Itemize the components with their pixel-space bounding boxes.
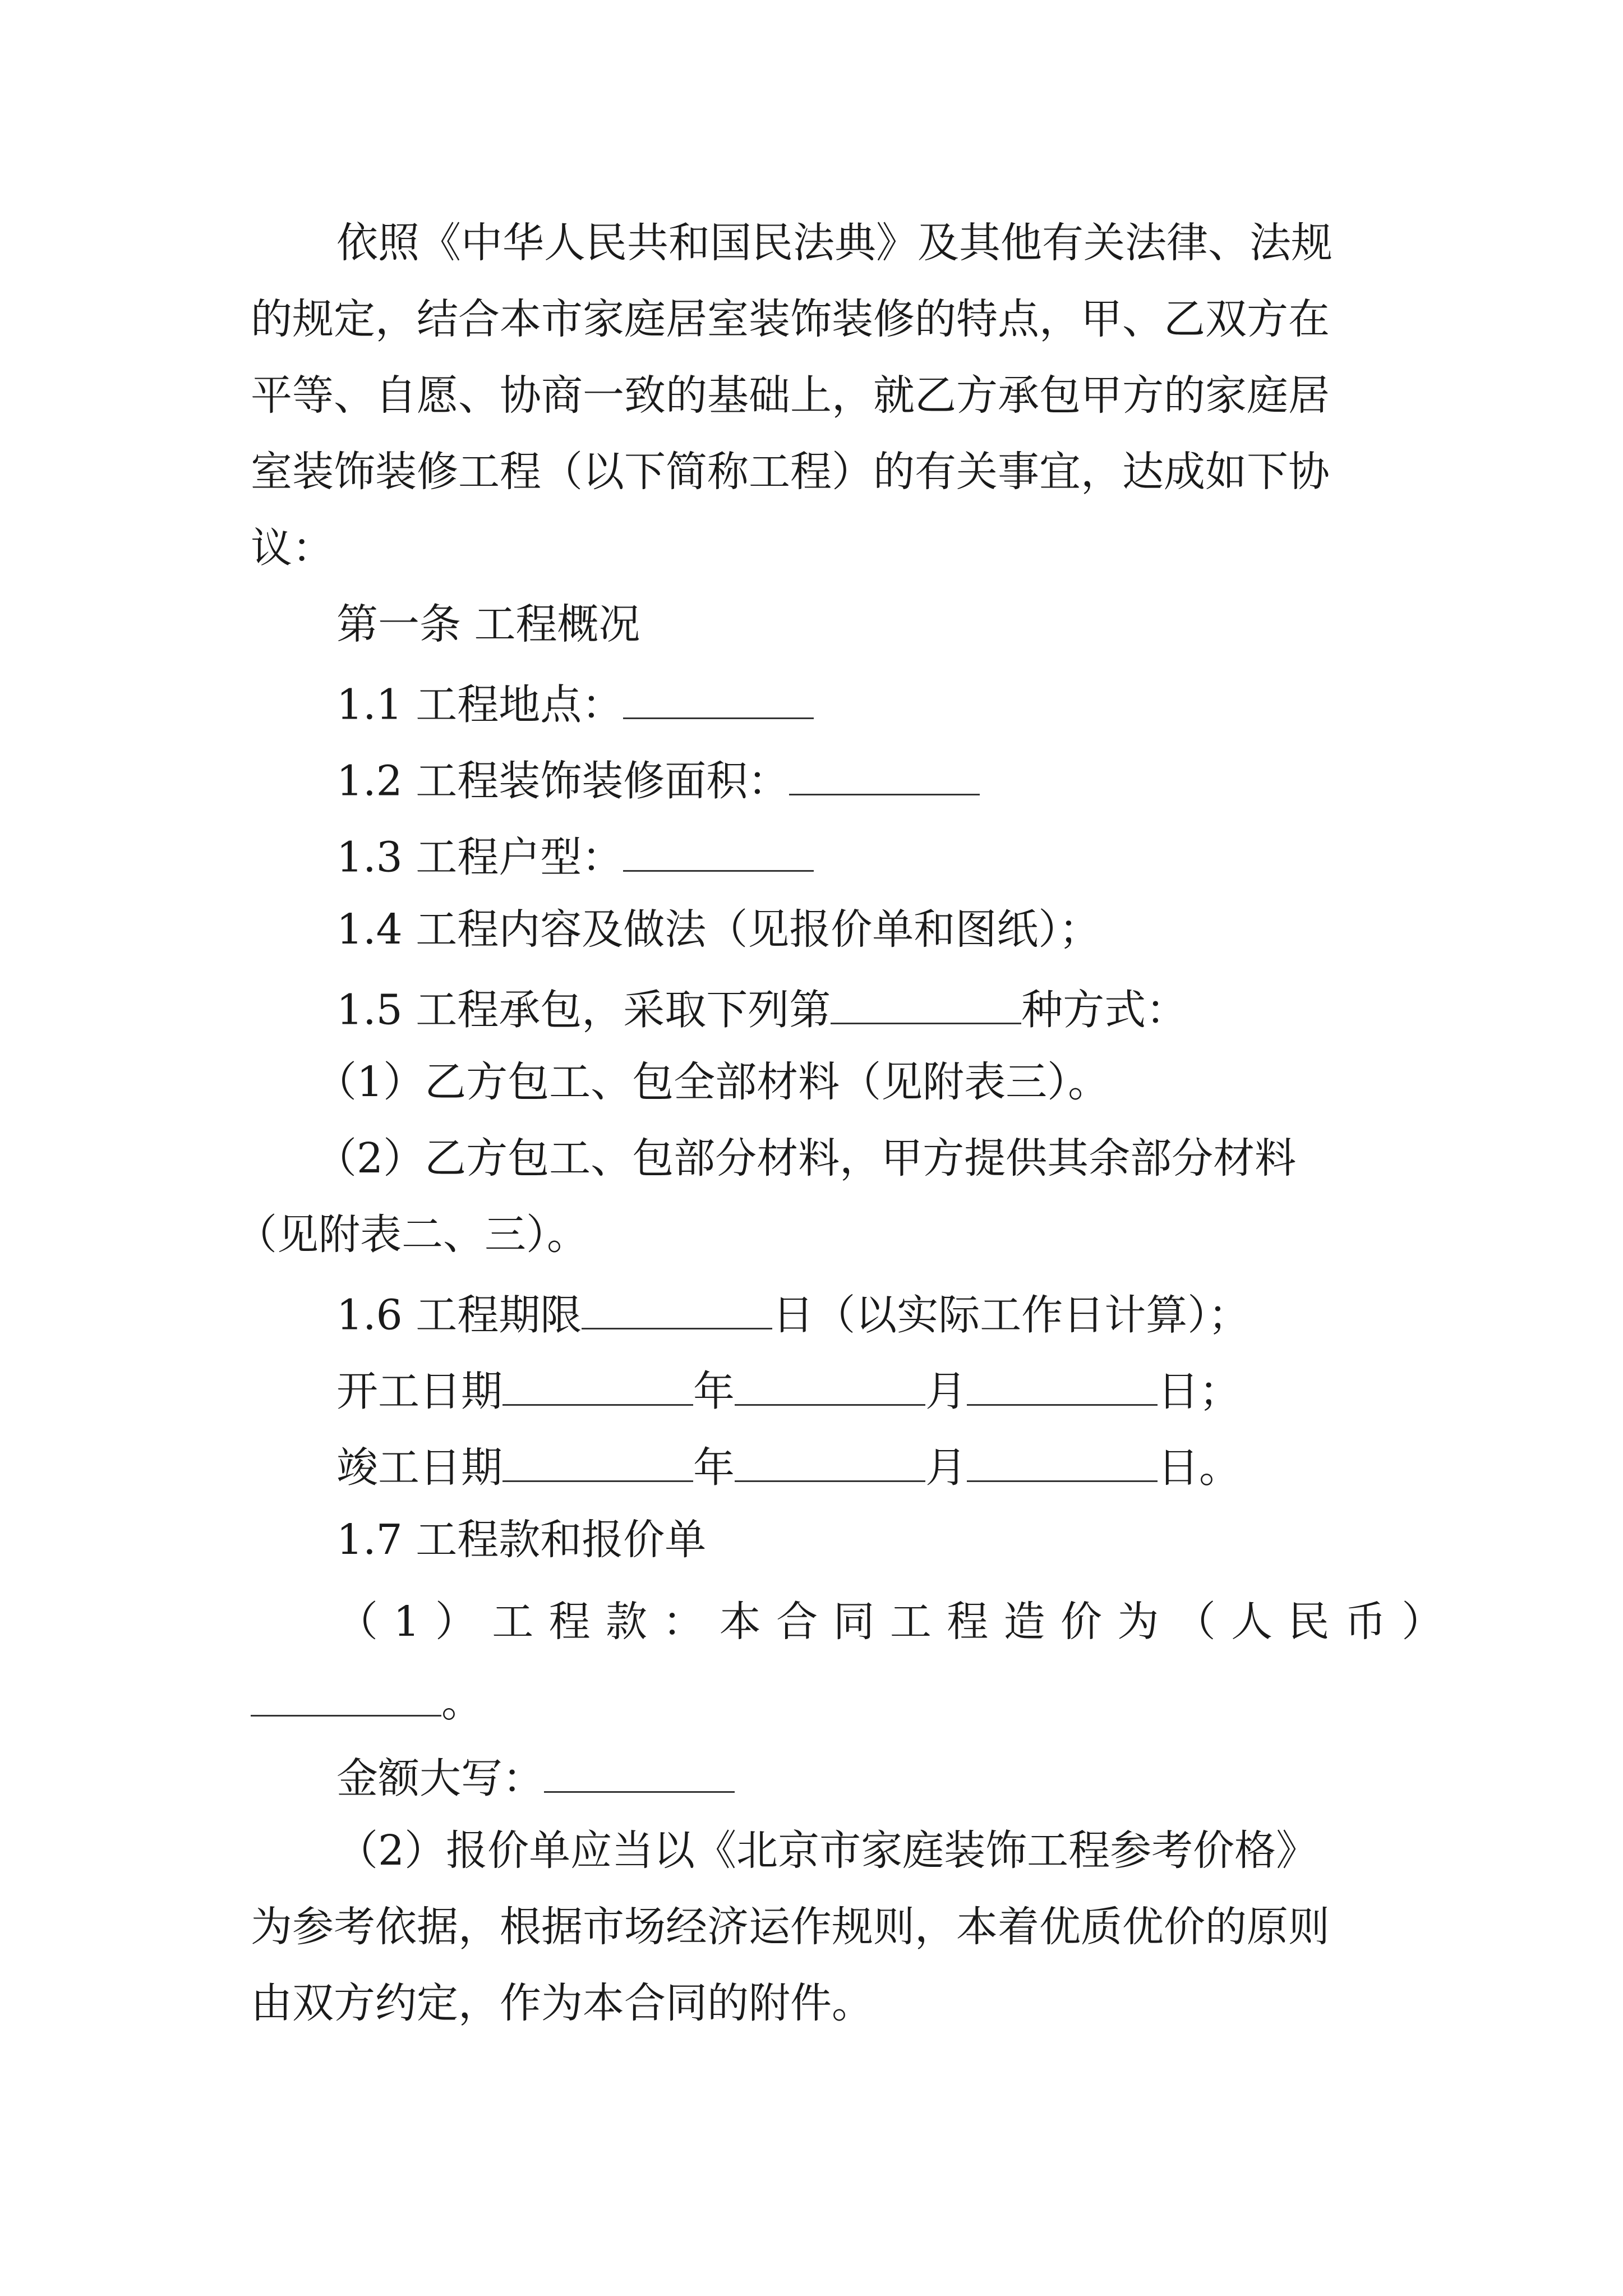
price-blank (251, 1677, 441, 1717)
item-1-6 (336, 1290, 1250, 1340)
intro-line-3: 平等、自愿、协商一致的基础上，就乙方承包甲方的家庭居 (251, 371, 1330, 420)
item-1-1-label: 1.1 工程地点： (336, 680, 624, 729)
item-1-1 (336, 680, 814, 729)
item-1-7: 1.7 工程款和报价单 (336, 1516, 707, 1564)
area-blank (789, 756, 980, 795)
item-1-4: 1.4 工程内容及做法（见报价单和图纸）； (336, 905, 1101, 954)
item-1-5 (336, 985, 1188, 1034)
amount-words-blank (544, 1754, 735, 1793)
end-date-line (336, 1443, 1241, 1492)
start-date-line (336, 1366, 1241, 1416)
location-blank (623, 680, 814, 719)
item-1-6-label: 1.6 工程期限 (336, 1291, 582, 1340)
start-date-label: 开工日期 (336, 1367, 502, 1416)
intro-line-2: 的规定，结合本市家庭居室装饰装修的特点，甲、乙双方在 (251, 295, 1330, 343)
amount-words-line (336, 1754, 735, 1803)
quote-line-1: （2）报价单应当以《北京市家庭装饰工程参考价格》 (336, 1826, 1318, 1875)
intro-line-5: 议： (251, 524, 334, 572)
end-year-unit: 年 (693, 1443, 735, 1492)
item-1-2 (336, 756, 980, 806)
intro-line-4: 室装饰装修工程（以下简称工程）的有关事宜，达成如下协 (251, 448, 1330, 496)
item-1-5-suffix: 种方式： (1021, 986, 1188, 1034)
amount-words-label: 金额大写： (336, 1754, 544, 1803)
end-month-blank (735, 1443, 925, 1482)
payment-line-2 (251, 1677, 483, 1727)
start-year-blank (502, 1366, 693, 1406)
start-month-blank (735, 1366, 925, 1406)
end-month-unit: 月 (925, 1443, 967, 1492)
quote-line-2: 为参考依据，根据市场经济运作规则，本着优质优价的原则 (251, 1903, 1330, 1951)
start-day-blank (967, 1366, 1158, 1406)
layout-blank (623, 832, 814, 872)
option-2-line-2: （见附表二、三）。 (236, 1211, 588, 1259)
end-date-label: 竣工日期 (336, 1443, 502, 1492)
end-year-blank (502, 1443, 693, 1482)
end-day-blank (967, 1443, 1158, 1482)
end-day-unit: 日。 (1158, 1443, 1241, 1492)
article-1-title: 第一条 工程概况 (336, 600, 640, 648)
payment-line-2-end: 。 (441, 1678, 483, 1727)
item-1-5-label: 1.5 工程承包，采取下列第 (336, 986, 831, 1034)
item-1-2-label: 1.2 工程装饰装修面积： (336, 757, 790, 806)
option-1: （1）乙方包工、包全部材料（见附表三）。 (315, 1058, 1110, 1106)
start-year-unit: 年 (693, 1367, 735, 1416)
option-2-line-1: （2）乙方包工、包部分材料，甲方提供其余部分材料 (315, 1134, 1297, 1182)
item-1-3-label: 1.3 工程户型： (336, 833, 624, 882)
item-1-3 (336, 832, 814, 882)
item-1-6-suffix: 日（以实际工作日计算）； (772, 1291, 1250, 1340)
start-month-unit: 月 (925, 1367, 967, 1416)
duration-blank (582, 1290, 772, 1329)
method-blank (831, 985, 1021, 1024)
quote-line-3: 由双方约定，作为本合同的附件。 (251, 1979, 873, 2027)
intro-line-1: 依照《中华人民共和国民法典》及其他有关法律、法规 (336, 219, 1332, 267)
payment-line-1: （1）工程款：本合同工程造价为（人民币） (336, 1598, 1459, 1646)
start-day-unit: 日； (1158, 1367, 1241, 1416)
